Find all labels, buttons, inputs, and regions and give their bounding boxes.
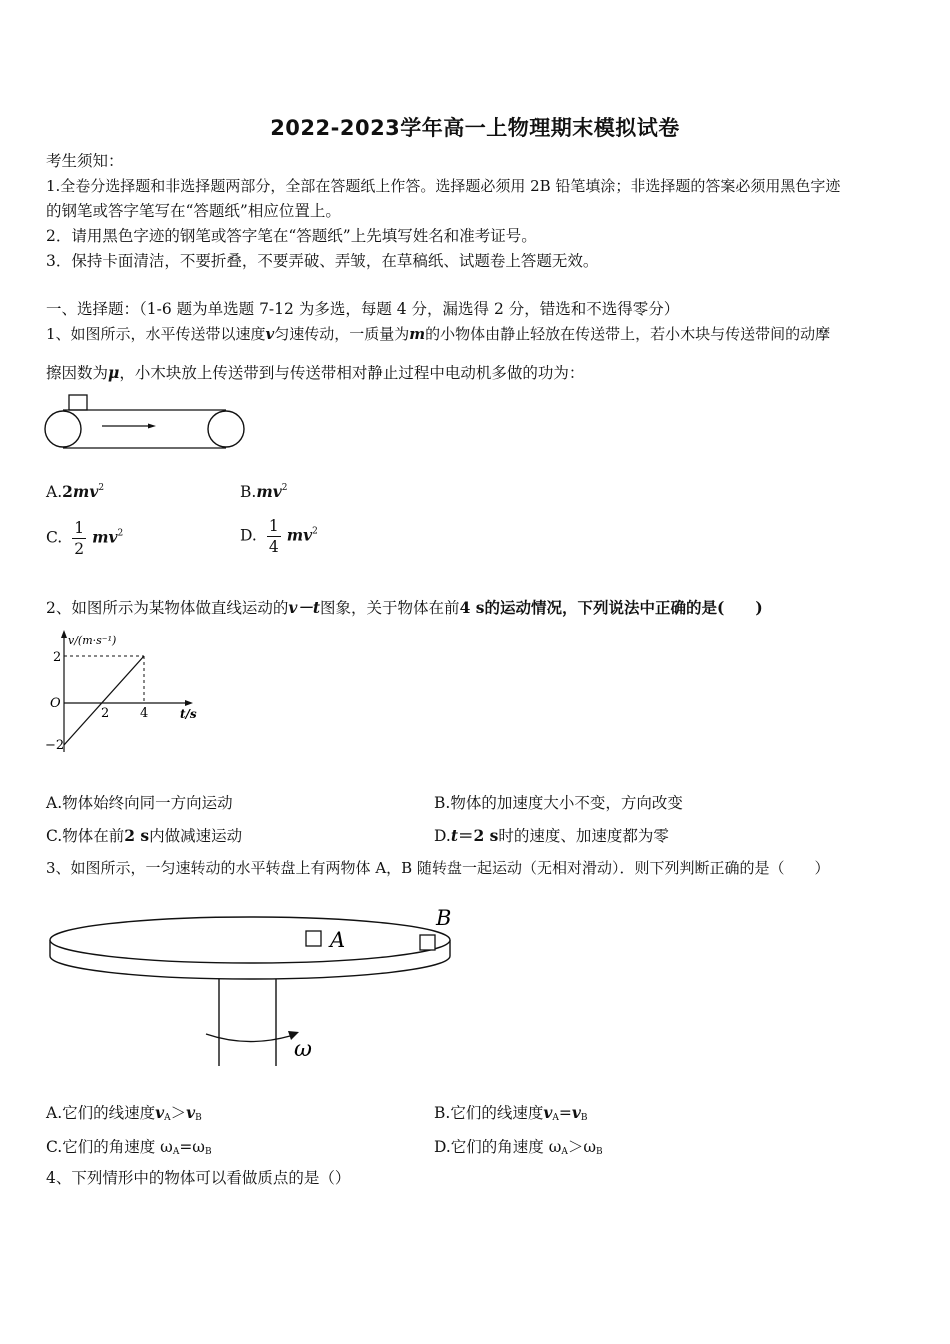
operator: =	[558, 1104, 572, 1122]
fraction	[267, 516, 281, 557]
turntable-figure	[44, 898, 464, 1073]
omega-label: ω	[294, 1037, 312, 1062]
exponent: 2	[312, 526, 318, 537]
q3-option-a[interactable]	[46, 1101, 202, 1123]
notice-heading: 考生须知：	[46, 152, 124, 170]
fraction	[72, 518, 86, 559]
notice-line-1b: 的钢笔或答字笔写在“答题纸”相应位置上。	[46, 202, 341, 220]
y-axis-arrow	[61, 630, 67, 638]
option-letter: A.	[46, 483, 63, 501]
q1-var-v: v	[265, 325, 275, 343]
object-b	[420, 935, 435, 950]
y-axis-label: v/(m·s⁻¹)	[68, 634, 117, 647]
var: v	[186, 1103, 196, 1122]
q2-option-d[interactable]	[434, 824, 669, 846]
label-a: A	[330, 928, 346, 952]
option-letter: C.	[46, 528, 63, 547]
q1-text: 的小物体由静止轻放在传送带上，若小木块与传送带间的动摩	[425, 325, 831, 343]
subscript: A	[164, 1113, 171, 1123]
expr: mv	[72, 482, 99, 501]
vt-graph	[44, 628, 204, 758]
option-text: C.物体在前	[46, 827, 125, 845]
notice-line-2: 2．请用黑色字迹的钢笔或答字笔在“答题纸”上先填写姓名和准考证号。	[46, 227, 537, 245]
operator: ＞	[170, 1104, 187, 1122]
option-text: ＝2 s	[457, 826, 499, 845]
q2-stem	[46, 597, 763, 619]
numerator: 1	[74, 519, 85, 537]
q2-text: 2、如图所示为某物体做直线运动的	[46, 599, 289, 617]
numerator: 1	[268, 517, 279, 535]
q1-stem-line-1	[46, 323, 830, 345]
exponent: 2	[117, 528, 124, 539]
denominator: 4	[268, 538, 279, 556]
expr: mv	[286, 525, 313, 545]
subscript: A	[172, 1147, 180, 1157]
q3-option-d[interactable]	[434, 1135, 603, 1157]
q1-var-mu: μ	[108, 363, 120, 382]
option-text: C.它们的角速度 ω	[46, 1138, 173, 1156]
q1-text: 1、如图所示，水平传送带以速度	[46, 325, 266, 343]
exam-title: 2022-2023学年高一上物理期末模拟试卷	[270, 116, 680, 140]
option-text: D.它们的角速度 ω	[434, 1138, 562, 1156]
subscript: B	[580, 1113, 588, 1123]
q2-option-a[interactable]: A.物体始终向同一方向运动	[46, 794, 233, 812]
object-a	[306, 931, 321, 946]
q3-option-c[interactable]	[46, 1135, 212, 1157]
option-text: A.它们的线速度	[46, 1104, 156, 1122]
q2-text: 的运动情况，下列说法中正确的是( )	[484, 598, 763, 617]
option-letter: B.	[240, 483, 257, 501]
expr: mv	[256, 482, 282, 501]
operator: ＞ω	[567, 1138, 597, 1156]
subscript: B	[204, 1147, 212, 1157]
option-text: 时的速度、加速度都为零	[498, 827, 669, 845]
q1-option-d[interactable]	[240, 516, 318, 557]
q1-option-c[interactable]	[46, 518, 123, 559]
q3-stem: 3、如图所示，一匀速转动的水平转盘上有两物体 A，B 随转盘一起运动（无相对滑动）．则下列判断正确的是（ ）	[46, 859, 830, 877]
x-tick-4: 4	[140, 706, 149, 721]
q2-option-c[interactable]	[46, 824, 242, 846]
label-b: B	[436, 906, 452, 930]
denominator: 2	[74, 540, 85, 558]
q2-vt: v－t	[288, 598, 321, 617]
q1-text: ，小木块放上传送带到与传送带相对静止过程中电动机多做的功为：	[119, 364, 585, 382]
disc-top	[50, 917, 450, 963]
left-pulley	[45, 411, 81, 447]
subscript: A	[552, 1113, 559, 1123]
right-pulley	[208, 411, 244, 447]
subscript: B	[596, 1147, 603, 1157]
section-heading: 一、选择题：（1-6 题为单选题 7-12 为多选，每题 4 分，漏选得 2 分，错选和不选得零分）	[46, 300, 680, 318]
q1-option-b[interactable]	[240, 482, 287, 501]
var: v	[543, 1103, 553, 1122]
coef: 2	[62, 482, 73, 501]
notice-line-1a: 1.全卷分选择题和非选择题两部分，全部在答题纸上作答。选择题必须用 2B 铅笔填涂；非选择题的答案必须用黑色字迹	[46, 177, 841, 195]
q1-text: 匀速传动，一质量为	[274, 325, 410, 343]
x-axis-arrow	[185, 700, 193, 706]
q2-text: 图象，关于物体在前	[320, 599, 460, 617]
q1-stem-line-2	[46, 362, 584, 384]
subscript: A	[561, 1147, 568, 1157]
y-tick-2: 2	[53, 650, 62, 665]
conveyor-belt-figure	[44, 393, 248, 455]
var: v	[571, 1103, 581, 1122]
option-text: B.它们的线速度	[434, 1104, 544, 1122]
q1-option-a[interactable]	[46, 482, 104, 501]
q2-option-b[interactable]: B.物体的加速度大小不变，方向改变	[434, 794, 683, 812]
y-tick-neg2: −2	[45, 738, 65, 753]
expr: mv	[92, 527, 118, 547]
block	[69, 395, 87, 410]
x-axis-label: t/s	[180, 707, 197, 721]
origin-label: O	[50, 696, 61, 711]
option-text: D.	[434, 827, 451, 845]
exponent: 2	[98, 483, 105, 493]
exponent: 2	[281, 483, 288, 493]
q1-var-m: m	[409, 325, 426, 343]
x-tick-2: 2	[101, 706, 110, 721]
notice-line-3: 3．保持卡面清洁，不要折叠，不要弄破、弄皱，在草稿纸、试题卷上答题无效。	[46, 252, 599, 270]
option-text: 内做减速运动	[149, 827, 243, 845]
option-letter: D.	[240, 526, 257, 545]
q2-4s: 4 s	[459, 598, 485, 617]
option-text: t	[450, 826, 458, 845]
operator: =ω	[179, 1138, 205, 1156]
var: v	[155, 1103, 165, 1122]
q4-stem: 4、下列情形中的物体可以看做质点的是（）	[46, 1169, 351, 1187]
subscript: B	[195, 1113, 202, 1123]
option-text: 2 s	[124, 826, 150, 845]
q3-option-b[interactable]	[434, 1101, 587, 1123]
vt-line	[64, 656, 144, 745]
q1-text: 擦因数为	[46, 364, 109, 382]
velocity-arrowhead	[148, 424, 156, 429]
